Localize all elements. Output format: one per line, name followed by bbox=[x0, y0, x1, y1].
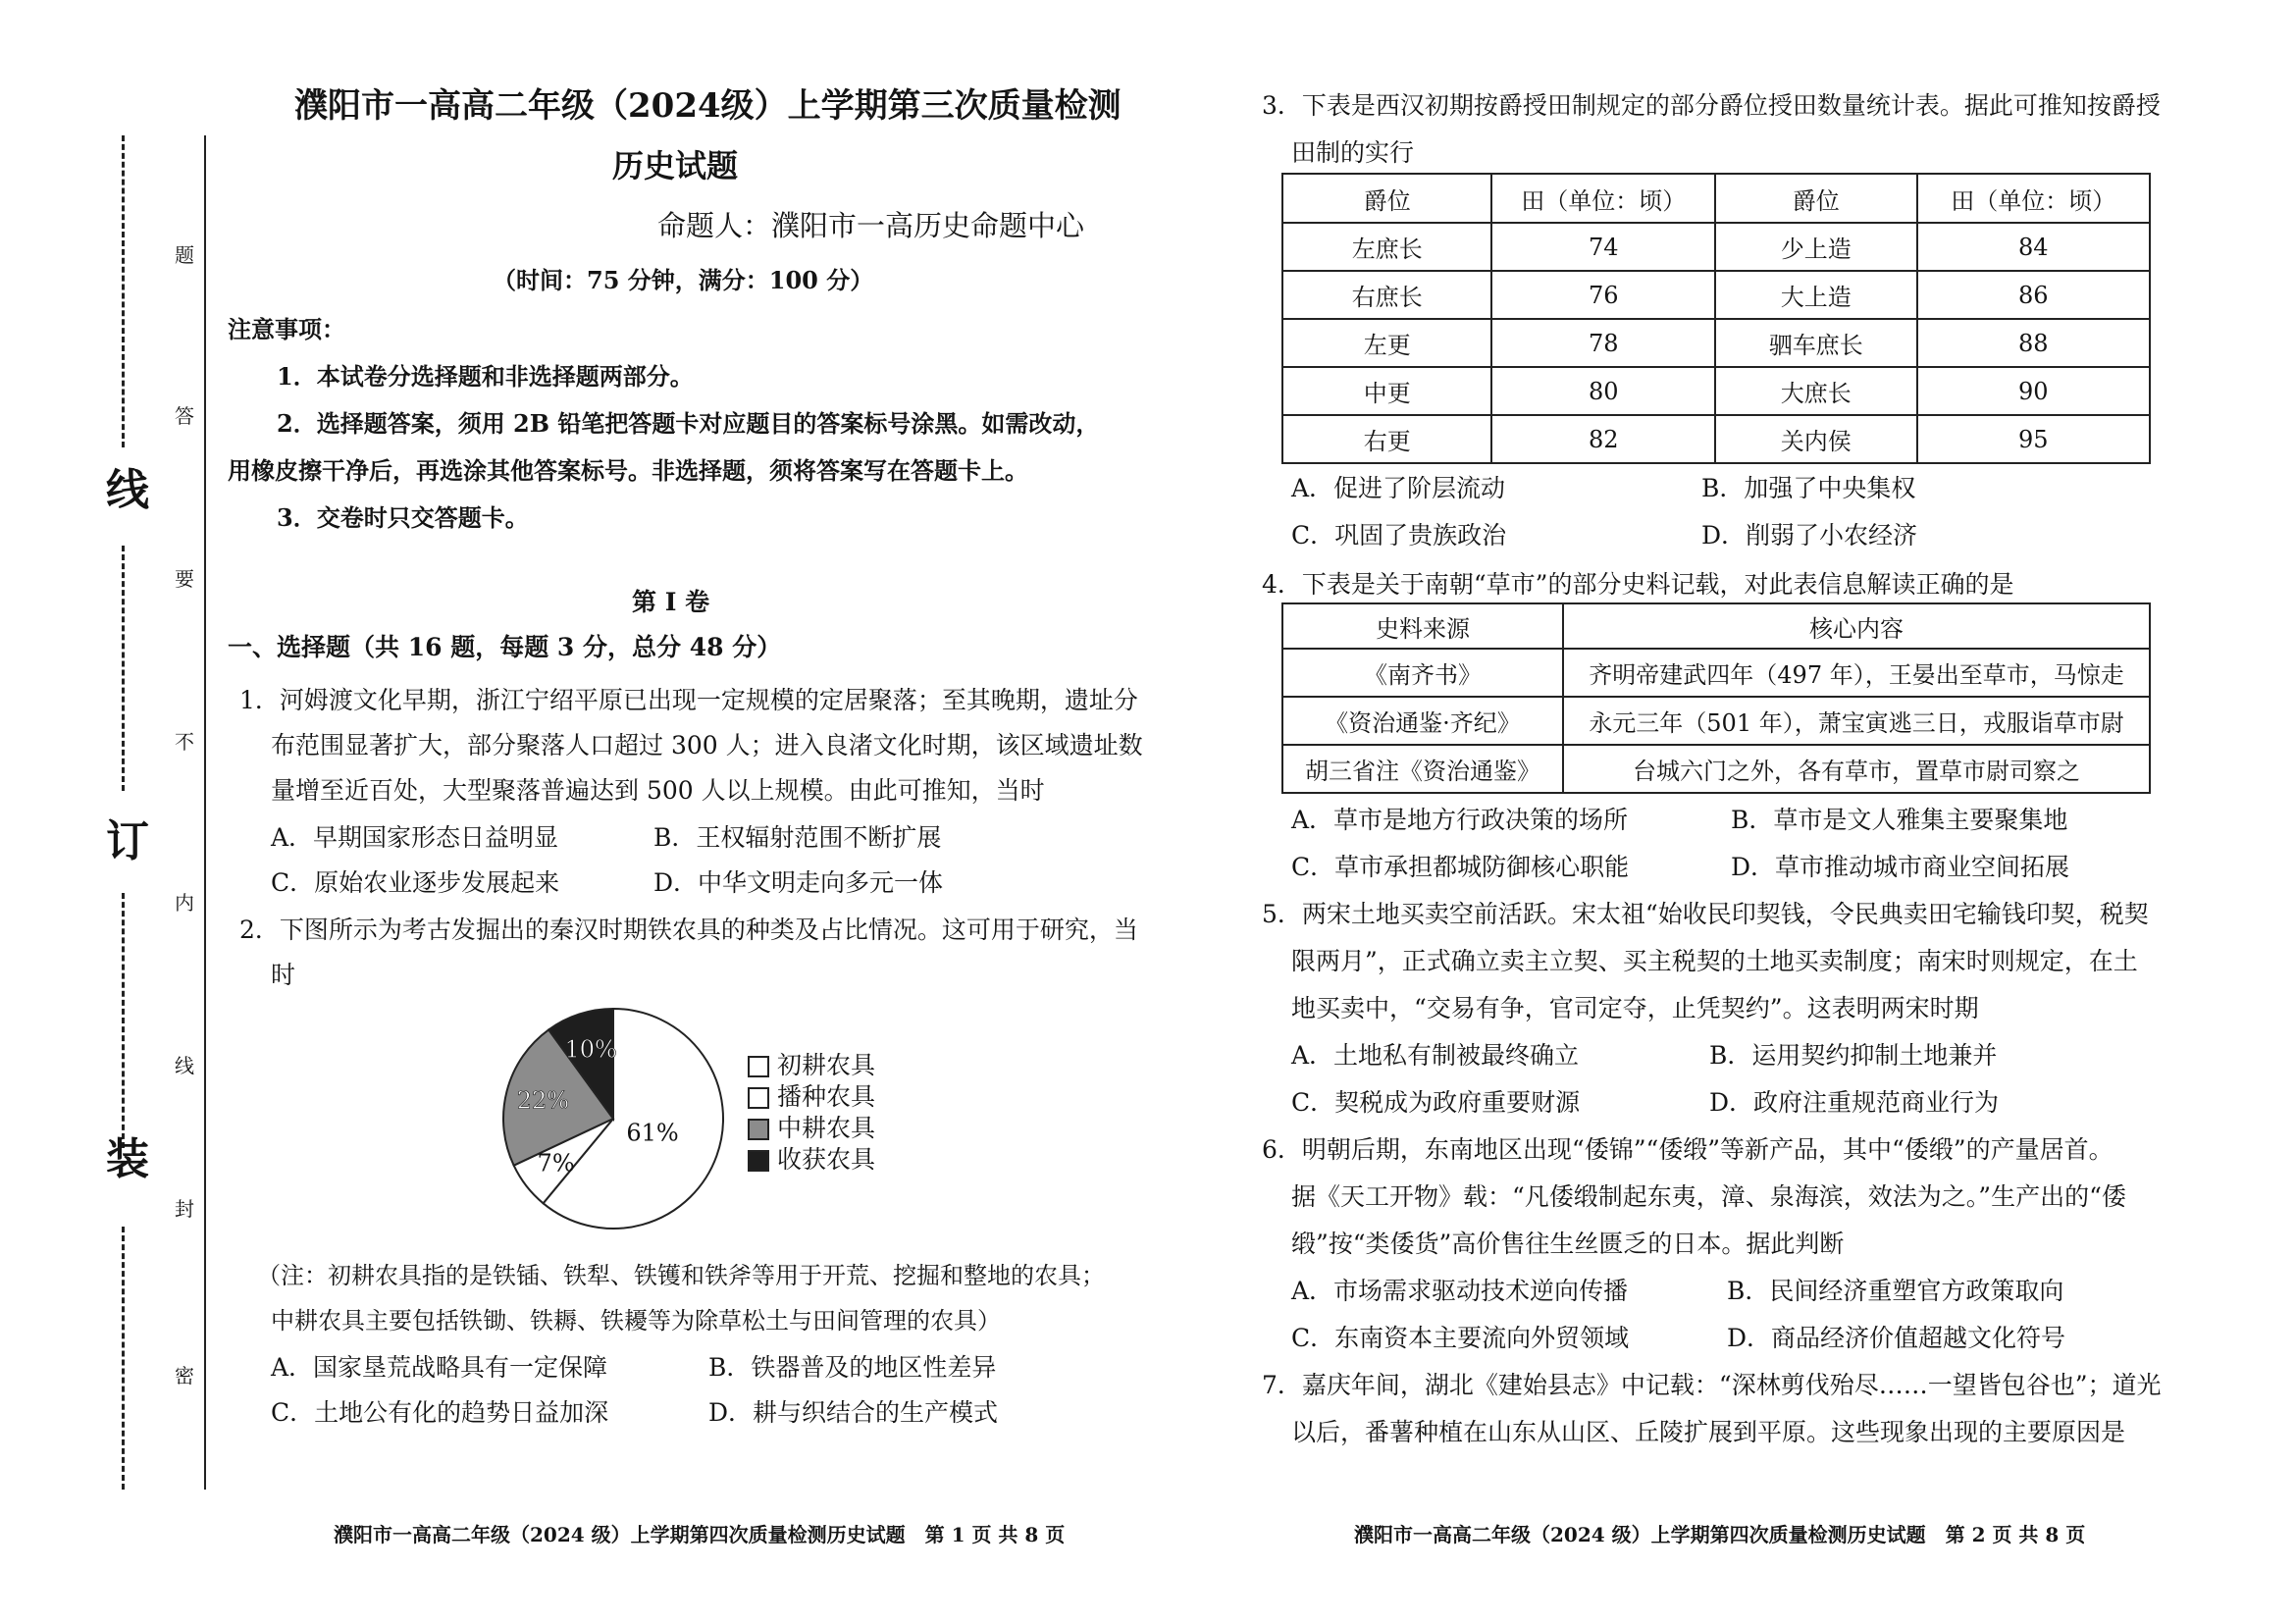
section-heading: 一、选择题（共 16 题，每题 3 分，总分 48 分） bbox=[228, 633, 782, 661]
q6-stem-line: 6．明朝后期，东南地区出现“倭锦”“倭缎”等新产品，其中“倭缎”的产量居首。 bbox=[1262, 1135, 2113, 1164]
binding-small-char: 题 bbox=[175, 243, 194, 267]
page1-footer: 濮阳市一高高二年级（2024 级）上学期第四次质量检测历史试题 第 1 页 共 8 页 bbox=[334, 1523, 1066, 1546]
table-cell: 90 bbox=[1917, 367, 2150, 415]
binding-char-xian: 线 bbox=[106, 465, 149, 515]
q3-table-header: 田（单位：顷） bbox=[1917, 174, 2150, 223]
exam-author: 命题人：濮阳市一高历史命题中心 bbox=[657, 209, 1085, 242]
table-row bbox=[1282, 745, 2150, 793]
q1-stem-line: 量增至近百处，大型聚落普遍达到 500 人以上规模。由此可推知，当时 bbox=[271, 776, 1045, 805]
binding-char-zhuang: 装 bbox=[106, 1134, 149, 1184]
table-row bbox=[1282, 223, 2150, 271]
q2-option-d[interactable]: D．耕与织结合的生产模式 bbox=[708, 1398, 999, 1427]
table-cell: 86 bbox=[1917, 271, 2150, 319]
q3-option-a[interactable]: A．促进了阶层流动 bbox=[1291, 474, 1506, 502]
legend-swatch bbox=[748, 1087, 769, 1109]
q3-option-b[interactable]: B．加强了中央集权 bbox=[1701, 474, 1916, 502]
table-cell: 《南齐书》 bbox=[1282, 649, 1563, 697]
legend-swatch bbox=[748, 1119, 769, 1140]
table-cell: 95 bbox=[1917, 415, 2150, 463]
table-row bbox=[1282, 367, 2150, 415]
q6-option-a[interactable]: A．市场需求驱动技术逆向传播 bbox=[1291, 1277, 1629, 1305]
q7-stem-line: 7．嘉庆年间，湖北《建始县志》中记载：“深林剪伐殆尽……一望皆包谷也”；道光 bbox=[1262, 1371, 2162, 1399]
q2-note-line: （注：初耕农具指的是铁锸、铁犁、铁镬和铁斧等用于开荒、挖掘和整地的农具； bbox=[257, 1262, 1105, 1289]
q7-stem-line: 以后，番薯种植在山东从山区、丘陵扩展到平原。这些现象出现的主要原因是 bbox=[1291, 1418, 2126, 1446]
table-cell: 驷车庶长 bbox=[1715, 319, 1917, 367]
q5-option-a[interactable]: A．土地私有制被最终确立 bbox=[1291, 1041, 1580, 1070]
q2-note-line: 中耕农具主要包括铁锄、铁耨、铁耰等为除草松土与田间管理的农具） bbox=[271, 1307, 1001, 1335]
pie-chart bbox=[491, 1001, 746, 1236]
table-cell: 右更 bbox=[1282, 415, 1491, 463]
q1-option-a[interactable]: A．早期国家形态日益明显 bbox=[271, 823, 559, 852]
q3-option-d[interactable]: D．削弱了小农经济 bbox=[1701, 521, 1918, 550]
legend-item-chugeng bbox=[748, 1046, 875, 1081]
exam-subtitle: 历史试题 bbox=[612, 147, 739, 184]
q6-option-b[interactable]: B．民间经济重塑官方政策取向 bbox=[1727, 1277, 2064, 1305]
q6-stem-line: 据《天工开物》载：“凡倭缎制起东夷，漳、泉海滨，效法为之。”生产出的“倭 bbox=[1291, 1182, 2126, 1211]
table-cell: 大庶长 bbox=[1715, 367, 1917, 415]
table-cell: 80 bbox=[1491, 367, 1715, 415]
q5-option-b[interactable]: B．运用契约抑制土地兼并 bbox=[1709, 1041, 1998, 1070]
q4-table bbox=[1281, 602, 2151, 794]
legend-item-shouhuo bbox=[748, 1140, 875, 1176]
binding-small-char: 不 bbox=[175, 730, 194, 754]
q3-table bbox=[1281, 173, 2151, 464]
q1-stem-line: 布范围显著扩大，部分聚落人口超过 300 人；进入良渚文化时期，该区域遗址数 bbox=[271, 731, 1143, 759]
pie-slice-label: 7% bbox=[537, 1149, 575, 1178]
q3-table-header: 田（单位：顷） bbox=[1491, 174, 1715, 223]
legend-label: 初耕农具 bbox=[777, 1051, 876, 1079]
legend-swatch bbox=[748, 1056, 769, 1077]
table-cell: 中更 bbox=[1282, 367, 1491, 415]
pie-slice-label: 10% bbox=[564, 1035, 617, 1064]
binding-small-char: 内 bbox=[175, 891, 194, 915]
q3-table-header: 爵位 bbox=[1282, 174, 1491, 223]
table-cell: 少上造 bbox=[1715, 223, 1917, 271]
table-row bbox=[1282, 415, 2150, 463]
table-cell: 胡三省注《资治通鉴》 bbox=[1282, 745, 1563, 793]
table-cell: 88 bbox=[1917, 319, 2150, 367]
notes-title: 注意事项： bbox=[228, 315, 345, 343]
table-cell: 右庶长 bbox=[1282, 271, 1491, 319]
exam-title: 濮阳市一高高二年级（2024级）上学期第三次质量检测 bbox=[294, 86, 1122, 126]
legend-item-bozhong bbox=[748, 1077, 875, 1113]
q2-option-c[interactable]: C．土地公有化的趋势日益加深 bbox=[271, 1398, 609, 1427]
note-line: 3．交卷时只交答题卡。 bbox=[277, 503, 529, 532]
q4-option-c[interactable]: C．草市承担都城防御核心职能 bbox=[1291, 853, 1630, 881]
legend-swatch bbox=[748, 1150, 769, 1172]
q3-table-header: 爵位 bbox=[1715, 174, 1917, 223]
q3-stem-line: 3．下表是西汉初期按爵授田制规定的部分爵位授田数量统计表。据此可推知按爵授 bbox=[1262, 91, 2161, 120]
page2-footer: 濮阳市一高高二年级（2024 级）上学期第四次质量检测历史试题 第 2 页 共 8 页 bbox=[1354, 1523, 2086, 1546]
binding-small-char: 线 bbox=[175, 1054, 194, 1077]
q5-stem-line: 5．两宋土地买卖空前活跃。宋太祖“始收民印契钱，令民典卖田宅输钱印契，税契 bbox=[1262, 900, 2149, 928]
table-cell: 76 bbox=[1491, 271, 1715, 319]
table-row bbox=[1282, 697, 2150, 745]
q5-stem-line: 地买卖中，“交易有争，官司定夺，止凭契约”。这表明两宋时期 bbox=[1291, 994, 1979, 1022]
q3-stem-line: 田制的实行 bbox=[1291, 138, 1415, 167]
binding-solid-line bbox=[204, 135, 206, 1490]
binding-small-char: 封 bbox=[175, 1197, 194, 1221]
volume-heading: 第 I 卷 bbox=[632, 588, 710, 616]
q2-stem-line: 2．下图所示为考古发掘出的秦汉时期铁农具的种类及占比情况。这可用于研究，当 bbox=[239, 916, 1138, 944]
pie-slice-label: 61% bbox=[626, 1119, 679, 1147]
binding-small-char: 答 bbox=[175, 404, 194, 428]
legend-item-zhonggeng bbox=[748, 1109, 875, 1144]
q2-option-b[interactable]: B．铁器普及的地区性差异 bbox=[708, 1353, 997, 1382]
q4-table-header: 核心内容 bbox=[1563, 603, 2150, 649]
q1-stem-line: 1．河姆渡文化早期，浙江宁绍平原已出现一定规模的定居聚落；至其晚期，遗址分 bbox=[239, 686, 1138, 714]
q4-table-header: 史料来源 bbox=[1282, 603, 1563, 649]
pie-slice-label: 22% bbox=[516, 1086, 570, 1115]
table-cell: 74 bbox=[1491, 223, 1715, 271]
q1-option-d[interactable]: D．中华文明走向多元一体 bbox=[653, 868, 944, 897]
note-line: 用橡皮擦干净后，再选涂其他答案标号。非选择题，须将答案写在答题卡上。 bbox=[228, 456, 1028, 485]
table-cell: 82 bbox=[1491, 415, 1715, 463]
legend-label: 收获农具 bbox=[777, 1145, 876, 1174]
binding-dash-line-mid1 bbox=[122, 546, 125, 791]
q2-stem-line: 时 bbox=[271, 961, 296, 989]
binding-dash-line-mid2 bbox=[122, 893, 125, 1148]
q4-option-a[interactable]: A．草市是地方行政决策的场所 bbox=[1291, 806, 1629, 834]
q1-option-b[interactable]: B．王权辐射范围不断扩展 bbox=[653, 823, 942, 852]
q5-stem-line: 限两月”，正式确立卖主立契、买主税契的土地买卖制度；南宋时则规定，在土 bbox=[1291, 947, 2138, 975]
binding-small-char: 要 bbox=[175, 567, 194, 591]
table-cell: 大上造 bbox=[1715, 271, 1917, 319]
table-row bbox=[1282, 649, 2150, 697]
q5-option-c[interactable]: C．契税成为政府重要财源 bbox=[1291, 1088, 1581, 1117]
table-cell: 关内侯 bbox=[1715, 415, 1917, 463]
note-line: 1．本试卷分选择题和非选择题两部分。 bbox=[277, 362, 694, 391]
table-row bbox=[1282, 319, 2150, 367]
table-cell: 永元三年（501 年），萧宝寅逃三日，戎服诣草市尉 bbox=[1563, 697, 2150, 745]
q1-option-c[interactable]: C．原始农业逐步发展起来 bbox=[271, 868, 560, 897]
q3-option-c[interactable]: C．巩固了贵族政治 bbox=[1291, 521, 1507, 550]
legend-label: 播种农具 bbox=[777, 1082, 876, 1111]
note-line: 2．选择题答案，须用 2B 铅笔把答题卡对应题目的答案标号涂黑。如需改动， bbox=[277, 409, 1100, 438]
binding-small-char: 密 bbox=[175, 1364, 194, 1387]
legend-label: 中耕农具 bbox=[777, 1114, 876, 1142]
table-cell: 左庶长 bbox=[1282, 223, 1491, 271]
q6-stem-line: 缎”按“类倭货”高价售往生丝匮乏的日本。据此判断 bbox=[1291, 1230, 1845, 1258]
q4-option-d[interactable]: D．草市推动城市商业空间拓展 bbox=[1731, 853, 2070, 881]
table-row bbox=[1282, 271, 2150, 319]
binding-dash-line-bottom bbox=[122, 1227, 125, 1490]
table-cell: 齐明帝建武四年（497 年），王晏出至草市，马惊走 bbox=[1563, 649, 2150, 697]
q6-option-c[interactable]: C．东南资本主要流向外贸领域 bbox=[1291, 1324, 1630, 1352]
table-cell: 78 bbox=[1491, 319, 1715, 367]
q2-option-a[interactable]: A．国家垦荒战略具有一定保障 bbox=[271, 1353, 608, 1382]
q4-stem-line: 4．下表是关于南朝“草市”的部分史料记载，对此表信息解读正确的是 bbox=[1262, 570, 2014, 599]
table-cell: 台城六门之外，各有草市，置草市尉司察之 bbox=[1563, 745, 2150, 793]
exam-time: （时间：75 分钟，满分：100 分） bbox=[493, 266, 874, 294]
q4-option-b[interactable]: B．草市是文人雅集主要聚集地 bbox=[1731, 806, 2068, 834]
table-cell: 《资治通鉴·齐纪》 bbox=[1282, 697, 1563, 745]
q5-option-d[interactable]: D．政府注重规范商业行为 bbox=[1709, 1088, 2000, 1117]
table-cell: 左更 bbox=[1282, 319, 1491, 367]
binding-char-ding: 订 bbox=[106, 816, 149, 866]
binding-dash-line-top bbox=[122, 135, 125, 447]
q6-option-d[interactable]: D．商品经济价值超越文化符号 bbox=[1727, 1324, 2066, 1352]
table-cell: 84 bbox=[1917, 223, 2150, 271]
